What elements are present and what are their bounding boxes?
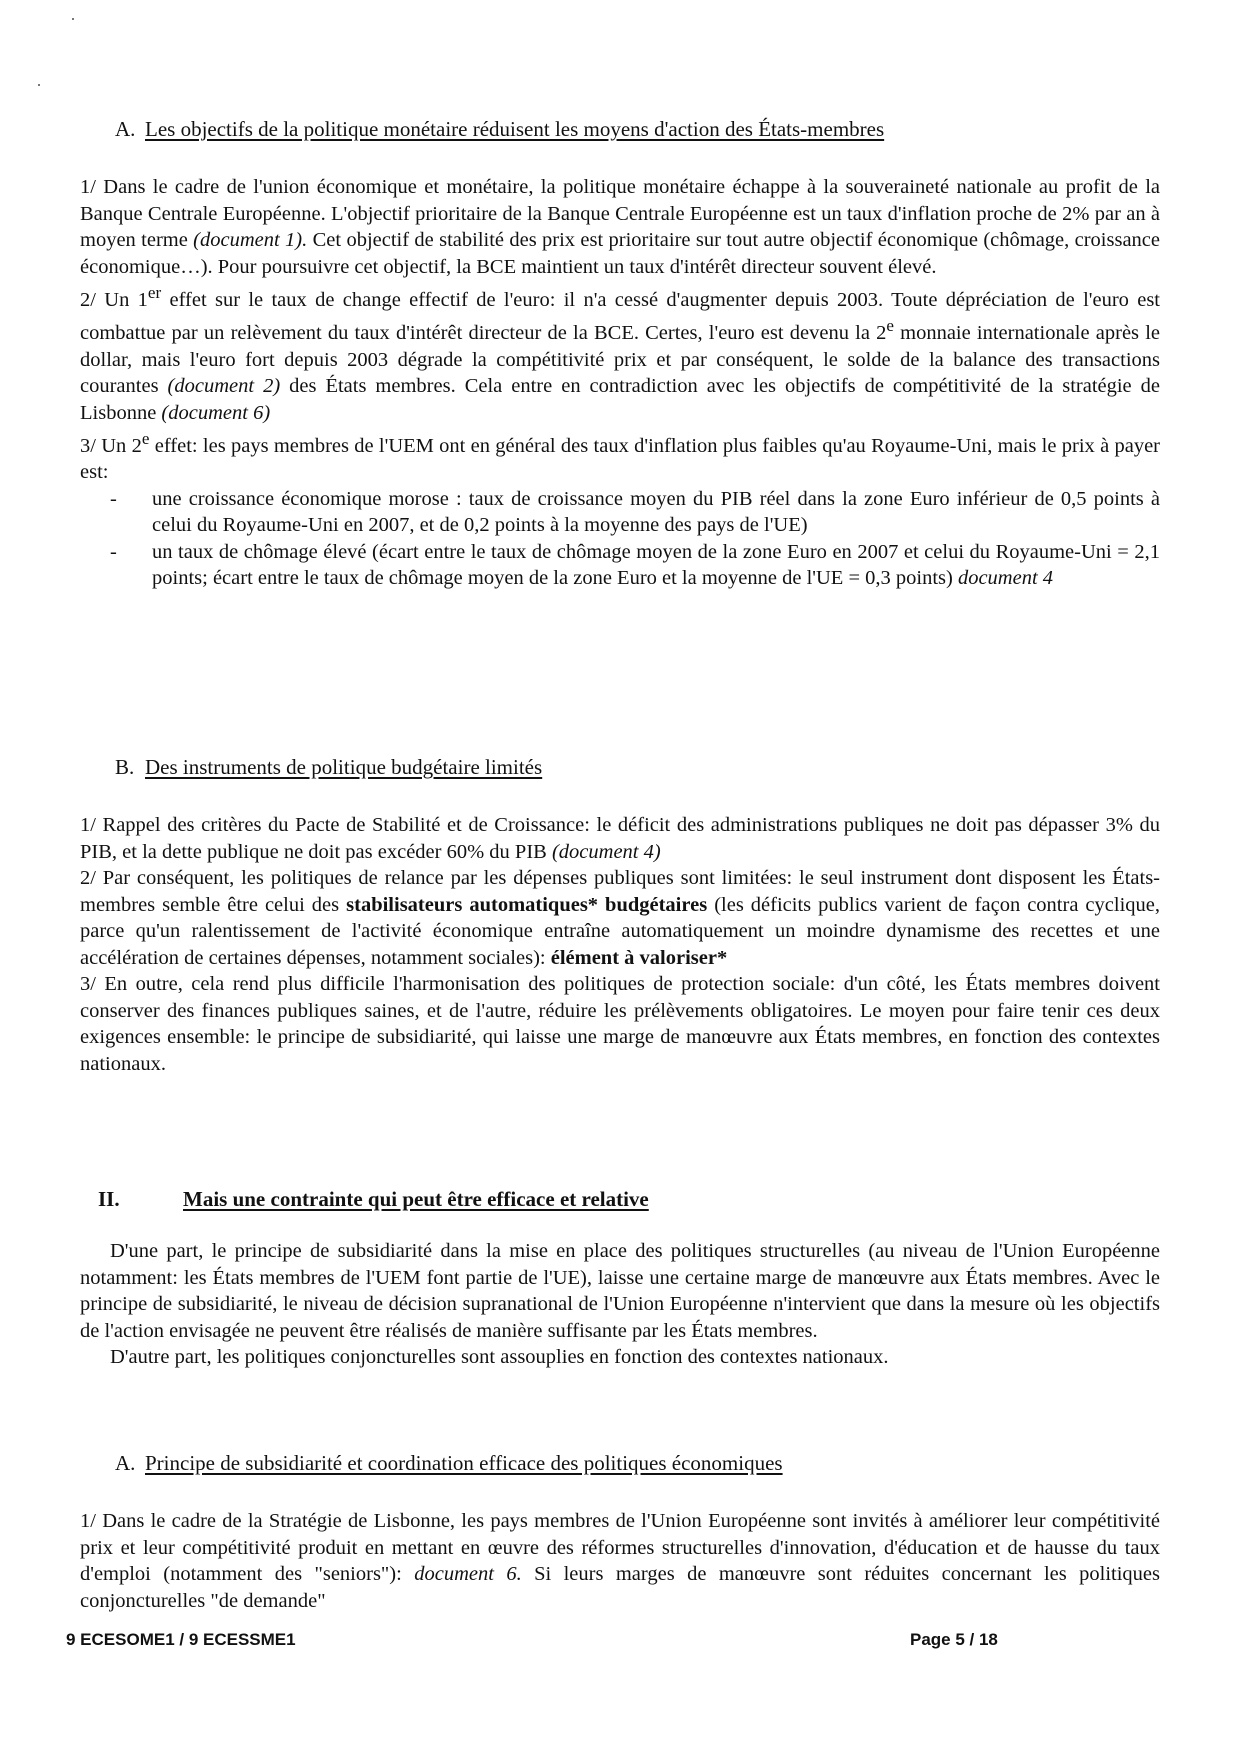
doc-ref: (document 4)	[551, 840, 661, 863]
section-letter: A.	[115, 1451, 136, 1475]
section-title: Principe de subsidiarité et coordination efficace des politiques économiques	[145, 1451, 783, 1475]
section-a1-body	[80, 174, 1160, 592]
text: un taux de chômage élevé (écart entre le taux de chômage moyen de la zone Euro en 2007 et celui du Royaume-Uni = 2,1 points; écart entre le taux de chômage moyen de la zone Euro et la moyenne de l'UE = 0,3 points)	[152, 540, 1160, 590]
superscript: e	[141, 429, 150, 449]
section-a2-heading	[115, 1450, 783, 1476]
text: 1/ Rappel des critères du Pacte de Stabilité et de Croissance: le déficit des administrations publiques ne doit pas dépasser 3% du PIB, et la dette publique ne doit pas excéder 60% du PIB	[80, 814, 1160, 863]
footer-exam-code: 9 ECESOME1 / 9 ECESSME1	[66, 1630, 296, 1649]
section-letter: B.	[115, 755, 135, 779]
section-b-body	[80, 812, 1160, 1077]
text: 1/ Dans le cadre de la Stratégie de Lisbonne, les pays membres de l'Union Européenne sont invités à améliorer leur compétitivité prix et leur compétitivité produit en mettant en œuvre des réformes structurelles d'innovation, d'éducation et de hausse du taux d'emploi (notamment des "seniors"):	[80, 1510, 1160, 1585]
text: des États membres. Cela entre en contradiction avec les objectifs de compétitivité de la stratégie de Lisbonne	[80, 375, 1160, 424]
paragraph: D'autre part, les politiques conjoncturelles sont assouplies en fonction des contextes nationaux.	[110, 1346, 889, 1368]
doc-ref: document 6.	[414, 1563, 522, 1585]
section-number: II.	[98, 1187, 120, 1211]
doc-ref: (document 6)	[161, 401, 271, 424]
section-letter: A.	[115, 117, 136, 141]
text: 2/ Un 1	[80, 288, 148, 311]
section-b-heading	[115, 754, 542, 780]
text: monnaie internationale après le dollar, mais l'euro fort depuis 2003 dégrade la compétitivité prix et par conséquent, le solde de la balance des transactions courantes	[80, 322, 1160, 398]
section-title: Mais une contrainte qui peut être efficace et relative	[183, 1187, 649, 1211]
text: une croissance économique morose : taux de croissance moyen du PIB réel dans la zone Euro inférieur de 0,5 points à celui du Royaume-Uni en 2007, et de 0,2 points à la moyenne des pays de l'UE)	[152, 487, 1160, 537]
bullet-dash: -	[110, 487, 117, 510]
section-a1-heading	[115, 116, 884, 142]
text: 3/ Un 2	[80, 434, 142, 457]
section-title: Des instruments de politique budgétaire limités	[145, 755, 543, 779]
paragraph	[80, 426, 1160, 486]
section-ii-body	[80, 1238, 1160, 1371]
doc-ref: document 4	[957, 567, 1054, 590]
bullet-item	[80, 486, 1160, 539]
text: Cet objectif de stabilité des prix est prioritaire sur tout autre objectif économique (chômage, croissance économique…). Pour poursuivre cet objectif, la BCE maintient un taux d'intérêt directeur souvent élevé.	[80, 229, 1160, 278]
text: (les déficits publics varient de façon contra cyclique, parce qu'un ralentissement de l'activité économique entraîne automatiquement un moindre dynamisme des recettes et une accélération de certaines dépenses, notamment sociales):	[80, 893, 1160, 969]
footer-page-number: Page 5 / 18	[910, 1630, 998, 1649]
text: effet: les pays membres de l'UEM ont en général des taux d'inflation plus faibles qu'au Royaume-Uni, mais le prix à payer est:	[80, 434, 1160, 484]
doc-ref: (document 1).	[193, 229, 308, 251]
text: Si leurs marges de manœuvre sont réduites concernant les politiques conjoncturelles "de demande"	[80, 1563, 1160, 1612]
paragraph: 3/ En outre, cela rend plus difficile l'harmonisation des politiques de protection sociale: d'un côté, les États membres doivent conserver des finances publiques saines, et de l'autre, réduire les prélèvements obligatoires. Le moyen pour faire tenir ces deux exigences ensemble: le principe de subsidiarité, qui laisse une marge de manœuvre aux États membres, en fonction des contextes nationaux.	[80, 973, 1160, 1075]
bullet-item	[80, 539, 1160, 592]
paragraph	[80, 812, 1160, 865]
paragraph	[80, 174, 1160, 280]
paragraph: D'une part, le principe de subsidiarité dans la mise en place des politiques structurelles (au niveau de l'Union Européenne notamment: les États membres de l'UEM font partie de l'UE), laisse une certaine marge de manœuvre aux États membres. Avec le principe de subsidiarité, le niveau de décision supranational de l'Union Européenne n'intervient que dans la mesure où les objectifs de l'action envisagée ne peuvent être réalisés de manière suffisante par les États membres.	[80, 1240, 1160, 1342]
bold-term: stabilisateurs automatiques* budgétaires	[346, 893, 708, 916]
text: 2/ Par conséquent, les politiques de relance par les dépenses publiques sont limitées: le seul instrument dont disposent les États-membres semble être celui des	[80, 867, 1160, 916]
section-a2-body	[80, 1508, 1160, 1614]
scan-speck	[38, 84, 40, 86]
doc-ref: (document 2)	[167, 375, 281, 398]
text: effet sur le taux de change effectif de l'euro: il n'a cessé d'augmenter depuis 2003. Toute dépréciation de l'euro est combattue par un relèvement du taux d'intérêt directeur de la BCE. Certes, l'euro est devenu la 2	[80, 288, 1160, 345]
superscript: er	[147, 283, 162, 302]
paragraph	[80, 280, 1160, 426]
section-title: Les objectifs de la politique monétaire réduisent les moyens d'action des États-membres	[145, 117, 885, 141]
section-ii-heading	[98, 1186, 649, 1212]
text: 1/ Dans le cadre de l'union économique et monétaire, la politique monétaire échappe à la souveraineté nationale au profit de la Banque Centrale Européenne. L'objectif prioritaire de la Banque Centrale Européenne est un taux d'inflation proche de 2% par an à moyen terme	[80, 176, 1160, 251]
paragraph	[80, 1508, 1160, 1614]
bullet-dash: -	[110, 540, 117, 563]
paragraph	[80, 865, 1160, 971]
superscript: e	[886, 316, 894, 336]
bold-term: élément à valoriser*	[550, 946, 728, 969]
scan-speck	[72, 18, 74, 20]
